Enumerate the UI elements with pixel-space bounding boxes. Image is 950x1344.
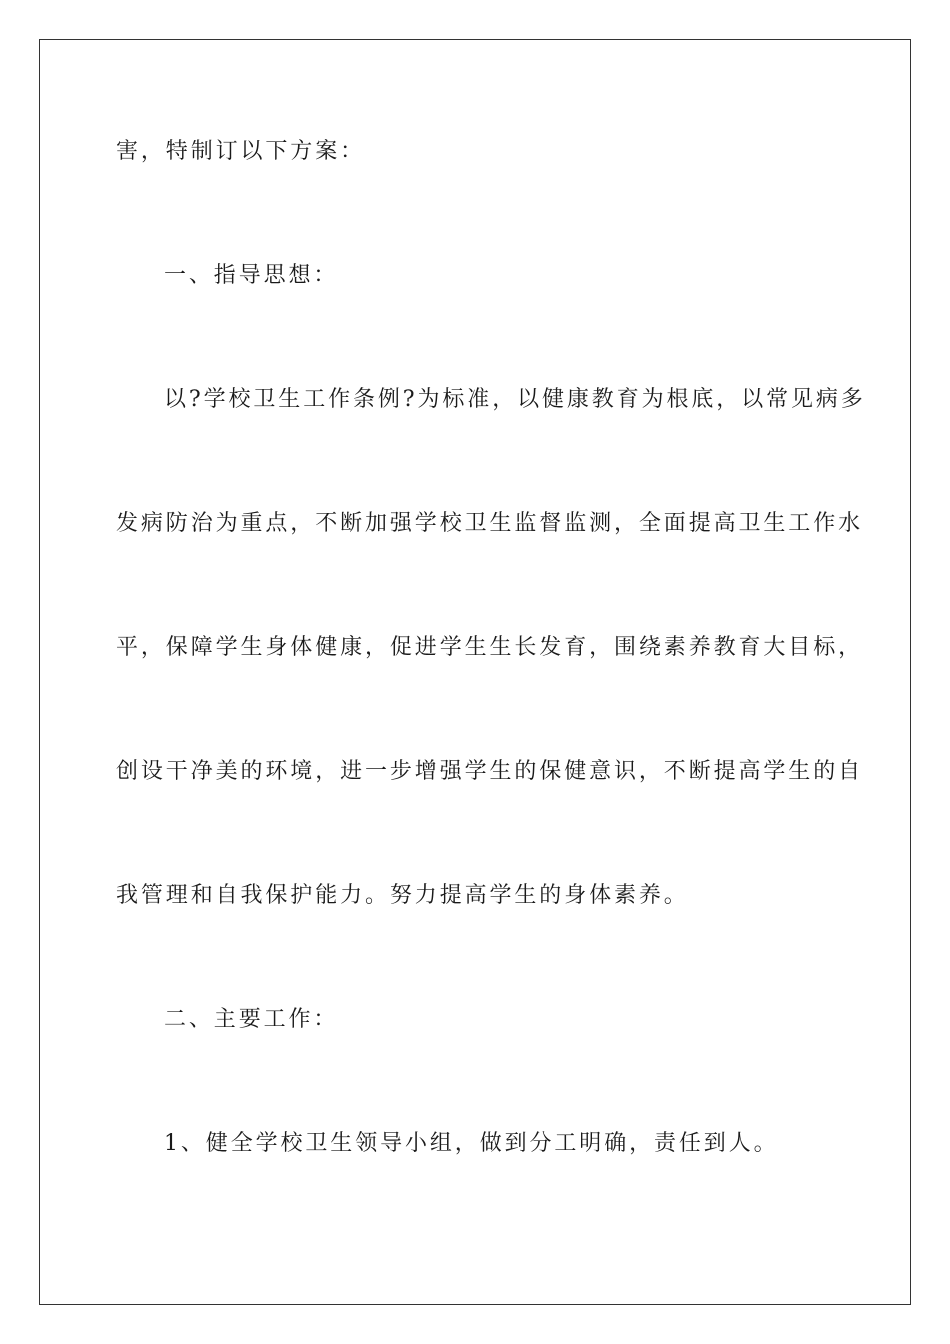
paragraph-line-1: 以?学校卫生工作条例?为标准，以健康教育为根底，以常见病多 [164, 387, 866, 412]
page-border [39, 39, 911, 1305]
section-heading-guiding-ideology: 一、指导思想： [164, 263, 339, 288]
paragraph-line-4: 创设干净美的环境，进一步增强学生的保健意识，不断提高学生的自 [116, 759, 864, 784]
paragraph-line-2: 发病防治为重点，不断加强学校卫生监督监测，全面提高卫生工作水 [116, 511, 864, 536]
paragraph-line-3: 平，保障学生身体健康，促进学生生长发育，围绕素养教育大目标， [116, 635, 864, 660]
text-line-continuation: 害，特制订以下方案： [116, 139, 366, 164]
paragraph-line-5: 我管理和自我保护能力。努力提高学生的身体素养。 [116, 883, 689, 908]
section-heading-main-work: 二、主要工作： [164, 1007, 339, 1032]
list-item-1: 1、健全学校卫生领导小组，做到分工明确，责任到人。 [164, 1131, 779, 1156]
